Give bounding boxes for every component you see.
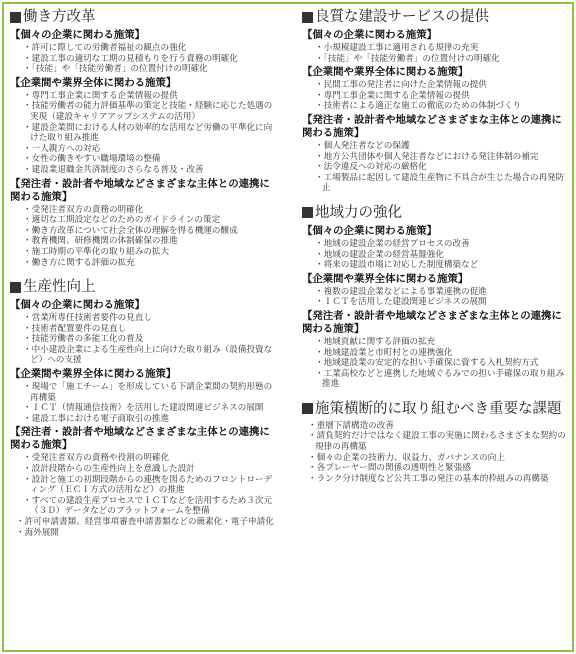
list-item: ・ 受発注者双方の責務や役割の明確化 xyxy=(10,453,280,464)
item-list xyxy=(302,239,570,271)
list-item: ・ 受発注者双方の責務の明確化 xyxy=(10,205,280,216)
sections_right-section-2 xyxy=(302,400,570,485)
section-title xyxy=(10,278,280,296)
list-item: ・ 個人発注者などの保護 xyxy=(302,141,570,152)
item-list xyxy=(10,205,280,269)
sections_right-section-0 xyxy=(302,8,570,194)
list-item: ・ 地域建設業の安定的な担い手確保に資する入札契約方式 xyxy=(302,358,570,369)
list-item: ・ 小規模建設工事に適用される規律の充実 xyxy=(302,43,570,54)
list-item: ・ 技術者による適正な施工の徹底のための体制づくり xyxy=(302,101,570,112)
section-title xyxy=(10,8,280,26)
section-title xyxy=(302,400,570,418)
list-item: ・ 複数の建設企業などによる事業連携の促進 xyxy=(302,287,570,298)
list-item: ・ 女性の働きやすい職場環境の整備 xyxy=(10,154,280,165)
section-title xyxy=(302,8,570,26)
list-item: ・ 法令違反への対応の厳格化 xyxy=(302,162,570,173)
item-list xyxy=(302,287,570,308)
list-item: ・ ＩＣＴを活用した建設関連ビジネスの展開 xyxy=(302,297,570,308)
section-title xyxy=(302,204,570,222)
section-title-text: 地域力の強化 xyxy=(315,204,402,221)
list-item: ・ 中小建設企業による生産性向上に向けた取り組み（設備投資など）への支援 xyxy=(10,345,280,366)
list-item: ・ 設計と施工の初期段階からの連携を図るためのフロントローディング（ＥＣＩ方式の活用など）の推進 xyxy=(10,475,280,496)
list-item: ・ 各プレーヤー間の関係の透明性と緊張感 xyxy=(302,463,570,474)
list-item: ・ 地方公共団体や個人発注者などにおける発注体制の補完 xyxy=(302,152,570,163)
list-item: ・ 技能労働者の多能工化の普及 xyxy=(10,334,280,345)
list-item: ・ 専門工事企業に関する企業情報の提供 xyxy=(302,91,570,102)
group-heading: 【発注者・設計者や地域などさまざまな主体との連携に関わる施策】 xyxy=(10,177,270,203)
policy-panel xyxy=(2,2,574,652)
item-list xyxy=(302,43,570,64)
list-item: ・ 請負契約だけではなく建設工事の実施に関わるさまざまな契約の規律の再構築 xyxy=(302,431,570,452)
left-column xyxy=(10,8,280,548)
item-list xyxy=(10,313,280,366)
group-heading: 【発注者・設計者や地域などさまざまな主体との連携に関わる施策】 xyxy=(302,309,562,335)
list-item: ・ 現場で「施工チーム」を形成している下請企業間の契約形態の再構築 xyxy=(10,382,280,403)
group-heading: 【個々の企業に関わる施策】 xyxy=(10,29,146,41)
item-list xyxy=(10,382,280,424)
item-list xyxy=(10,453,280,517)
list-item: ・ 個々の企業の技術力、収益力、ガバナンスの向上 xyxy=(302,453,570,464)
list-item: ・ 教育機関、研修機関の体制確保の推進 xyxy=(10,236,280,247)
list-item: ・ 営業所専任技術者要件の見直し xyxy=(10,313,280,324)
section-title-text: 働き方改革 xyxy=(23,9,96,25)
list-item: ・ 施工時期の平準化の取り組みの拡大 xyxy=(10,247,280,258)
list-item: ・ 民間工事の発注者に向けた企業情報の提供 xyxy=(302,80,570,91)
list-item: ・ 技能労働者の能力評価基準の策定と技能・経験に応じた処遇の実現（建設キャリアアップシステムの活用） xyxy=(10,101,280,122)
section-title-text: 施策横断的に取り組むべき重要な課題 xyxy=(315,400,562,417)
list-item: ・ 重層下請構造の改善 xyxy=(302,421,570,432)
list-item: ・ 工業高校などと連携した地域ぐるみでの担い手確保の取り組み推進 xyxy=(302,369,570,390)
list-item: ・ ＩＣＴ（情報通信技術）を活用した建設関連ビジネスの展開 xyxy=(10,403,280,414)
item-list xyxy=(302,337,570,390)
sections_right-section-1 xyxy=(302,204,570,390)
list-item: ・ 工場製品に起因して建設生産物に不具合が生じた場合の再発防止 xyxy=(302,173,570,194)
square-bullet-icon xyxy=(10,12,21,23)
list-item: ・ 建設企業間における人材の効率的な活用など労働の平準化に向けた取り組み推進 xyxy=(10,123,280,144)
square-bullet-icon xyxy=(302,207,313,218)
list-item: ・ 技術者配置要件の見直し xyxy=(10,324,280,335)
list-item: ・ 海外展開 xyxy=(10,528,280,539)
list-item: ・ 「技能」や「技能労働者」の位置付けの明確化 xyxy=(302,54,570,65)
list-item: ・ 許可申請書類、経営事項審査申請書類などの簡素化・電子申請化 xyxy=(10,517,280,528)
list-item: ・ すべての建設生産プロセスでＩＣＴなどを活用するため３次元（３Ｄ）データなどのプラットフォームを整備 xyxy=(10,496,280,517)
list-item: ・ 建設業退職金共済制度のさらなる普及・改善 xyxy=(10,165,280,176)
square-bullet-icon xyxy=(10,282,21,293)
square-bullet-icon xyxy=(302,403,313,414)
group-heading: 【発注者・設計者や地域などさまざまな主体との連携に関わる施策】 xyxy=(302,113,562,139)
square-bullet-icon xyxy=(302,12,313,23)
group-heading: 【企業間や業界全体に関わる施策】 xyxy=(10,76,177,89)
section-title-text: 生産性向上 xyxy=(23,279,96,296)
list-item: ・ 適切な工期設定などのためのガイドラインの策定 xyxy=(10,215,280,226)
group-heading: 【個々の企業に関わる施策】 xyxy=(10,299,146,312)
item-list xyxy=(10,517,280,538)
group-heading: 【発注者・設計者や地域などさまざまな主体との連携に関わる施策】 xyxy=(10,426,270,452)
list-item: ・ ランク分け制度など公共工事の発注の基本的枠組みの再構築 xyxy=(302,474,570,485)
section-title-text: 良質な建設サービスの提供 xyxy=(315,9,489,25)
list-item: ・ 設計段階からの生産性向上を意識した設計 xyxy=(10,464,280,475)
list-item: ・ 地域貢献に関する評価の拡充 xyxy=(302,337,570,348)
sections-section-1 xyxy=(10,278,280,538)
list-item: ・ 地域の建設企業の経営基盤強化 xyxy=(302,250,570,261)
list-item: ・ 一人親方への対応 xyxy=(10,144,280,155)
group-heading: 【企業間や業界全体に関わる施策】 xyxy=(302,66,469,79)
item-list xyxy=(302,141,570,194)
item-list xyxy=(302,80,570,112)
list-item: ・ 地域の建設企業の経営プロセスの改善 xyxy=(302,239,570,250)
list-item: ・ 働き方改革について社会全体の理解を得る機運の醸成 xyxy=(10,226,280,237)
item-list xyxy=(10,43,280,75)
item-list xyxy=(302,421,570,485)
sections-section-0 xyxy=(10,8,280,268)
group-heading: 【企業間や業界全体に関わる施策】 xyxy=(302,272,469,285)
right-column xyxy=(302,8,570,494)
item-list xyxy=(10,91,280,176)
list-item: ・ 専門工事企業に関する企業情報の提供 xyxy=(10,91,280,102)
group-heading: 【個々の企業に関わる施策】 xyxy=(302,224,438,237)
list-item: ・ 「技能」や「技能労働者」の位置付けの明確化 xyxy=(10,64,280,75)
list-item: ・ 建設工事の適切な工期の見積もりを行う責務の明確化 xyxy=(10,54,280,65)
list-item: ・ 許可に際しての労働者福祉の観点の強化 xyxy=(10,43,280,54)
list-item: ・ 働き方に関する評価の拡充 xyxy=(10,258,280,269)
group-heading: 【個々の企業に関わる施策】 xyxy=(302,29,438,41)
list-item: ・ 地域建設業と市町村との連携強化 xyxy=(302,348,570,359)
group-heading: 【企業間や業界全体に関わる施策】 xyxy=(10,368,177,381)
list-item: ・ 建設工事における電子商取引の推進 xyxy=(10,414,280,425)
list-item: ・ 将来の建設市場に対応した制度構築など xyxy=(302,260,570,271)
